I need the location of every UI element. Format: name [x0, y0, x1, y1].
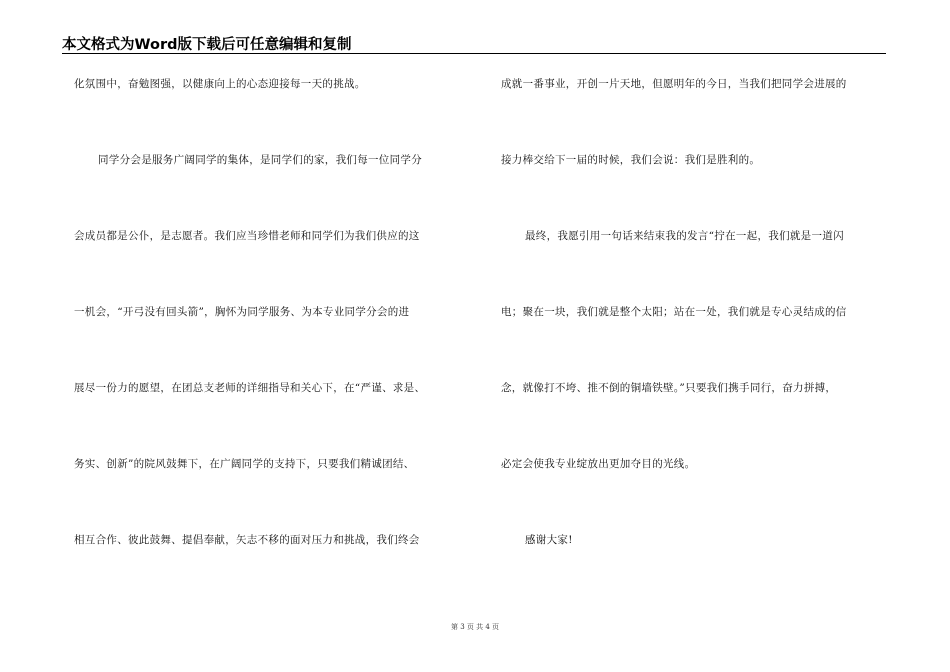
left-column	[74, 74, 484, 606]
text-line: 务实、创新”的院风鼓舞下，在广阔同学的支持下，只要我们精诚团结、	[74, 458, 415, 470]
text-line: 成就一番事业，开创一片天地，但愿明年的今日，当我们把同学会进展的	[501, 78, 847, 90]
page-number: 第 3 页 共 4 页	[450, 623, 500, 631]
text-line: 电；聚在一块，我们就是整个太阳；站在一处，我们就是专心灵结成的信	[501, 306, 847, 318]
header-rule	[62, 53, 886, 54]
text-line: 展尽一份力的愿望，在团总支老师的详细指导和关心下，在“严谨、求是、	[74, 382, 426, 394]
text-line: 接力棒交给下一届的时候，我们会说：我们是胜利的。	[501, 154, 761, 166]
text-line: 会成员都是公仆，是志愿者。我们应当珍惜老师和同学们为我们供应的这	[74, 230, 420, 242]
text-line: 一机会，“开弓没有回头箭”，胸怀为同学服务、为本专业同学分会的进	[74, 306, 410, 318]
text-line: 最终，我愿引用一句话来结束我的发言“拧在一起，我们就是一道闪	[525, 230, 844, 242]
document-header: 本文格式为Word版下载后可任意编辑和复制	[62, 37, 352, 53]
text-line: 必定会使我专业绽放出更加夺目的光线。	[501, 458, 696, 470]
text-line: 化氛围中，奋勉图强，以健康向上的心态迎接每一天的挑战。	[74, 78, 366, 90]
right-column	[501, 74, 891, 606]
text-line: 同学分会是服务广阔同学的集体，是同学们的家，我们每一位同学分	[98, 154, 422, 166]
text-line: 念，就像打不垮、推不倒的铜墙铁壁。”只要我们携手同行，奋力拼搏，	[501, 382, 837, 394]
text-line: 感谢大家!	[525, 534, 573, 546]
text-line: 相互合作、彼此鼓舞、提倡奉献，矢志不移的面对压力和挑战，我们终会	[74, 534, 420, 546]
